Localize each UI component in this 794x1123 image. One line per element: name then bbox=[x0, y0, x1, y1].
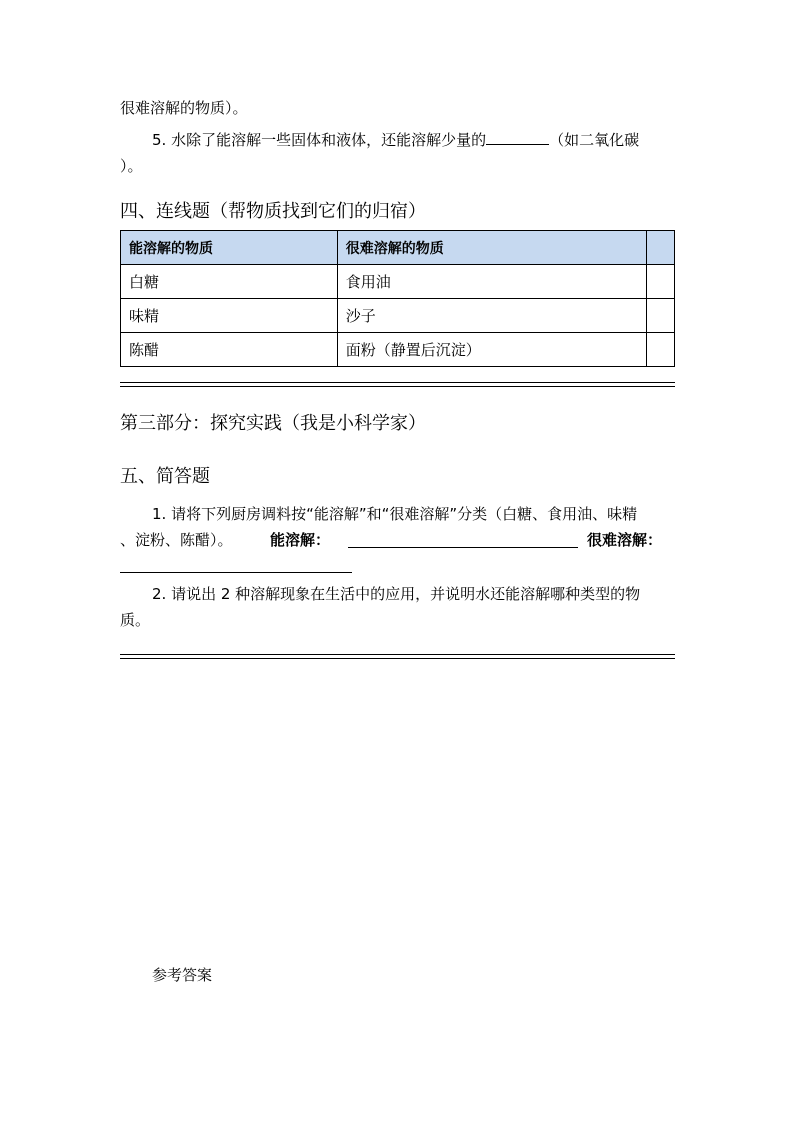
question-2-text: 2. 请说出 2 种溶解现象在生活中的应用，并说明水还能溶解哪种类型的物 bbox=[152, 585, 641, 603]
question-5-example: （如二氧化碳 bbox=[549, 131, 640, 149]
hard-dissolve-label: 很难溶解： bbox=[587, 531, 663, 549]
part-3-heading: 第三部分：探究实践（我是小科学家） bbox=[120, 413, 426, 434]
question-1-wrap: 、淀粉、陈醋）。 bbox=[120, 531, 233, 549]
question-1-line-2 bbox=[120, 528, 233, 552]
table-cell bbox=[646, 333, 674, 367]
section-5-heading: 五、简答题 bbox=[120, 466, 210, 487]
table-cell: 白糖 bbox=[121, 265, 338, 299]
table-cell: 沙子 bbox=[337, 299, 646, 333]
question-1-text: 1. 请将下列厨房调料按“能溶解”和“很难溶解”分类（白糖、食用油、味精 bbox=[152, 505, 638, 523]
table-row bbox=[121, 333, 675, 367]
section-divider bbox=[120, 382, 675, 387]
question-5 bbox=[152, 128, 639, 152]
section-4-heading: 四、连线题（帮物质找到它们的归宿） bbox=[120, 201, 426, 222]
question-2-wrap: 质。 bbox=[120, 611, 151, 629]
table-cell bbox=[646, 265, 674, 299]
table-cell: 陈醋 bbox=[121, 333, 338, 367]
matching-table bbox=[120, 230, 675, 367]
question-5-blank[interactable] bbox=[486, 130, 549, 145]
table-header-cell: 能溶解的物质 bbox=[121, 231, 338, 265]
table-cell: 味精 bbox=[121, 299, 338, 333]
continuation-text: 很难溶解的物质）。 bbox=[120, 99, 248, 117]
table-cell bbox=[646, 299, 674, 333]
can-dissolve-answer-line[interactable] bbox=[348, 547, 578, 548]
hard-dissolve-answer-line[interactable] bbox=[120, 572, 352, 573]
reference-answers-title: 参考答案 bbox=[152, 966, 213, 984]
question-5-text: 5. 水除了能溶解一些固体和液体，还能溶解少量的 bbox=[152, 131, 487, 149]
table-header-cell bbox=[646, 231, 674, 265]
table-header-cell: 很难溶解的物质 bbox=[337, 231, 646, 265]
section-divider bbox=[120, 654, 675, 659]
can-dissolve-label: 能溶解： bbox=[270, 531, 331, 549]
table-header-row bbox=[121, 231, 675, 265]
table-row bbox=[121, 265, 675, 299]
question-5-wrap: ）。 bbox=[120, 157, 143, 175]
table-cell: 面粉（静置后沉淀） bbox=[337, 333, 646, 367]
table-cell: 食用油 bbox=[337, 265, 646, 299]
table-row bbox=[121, 299, 675, 333]
